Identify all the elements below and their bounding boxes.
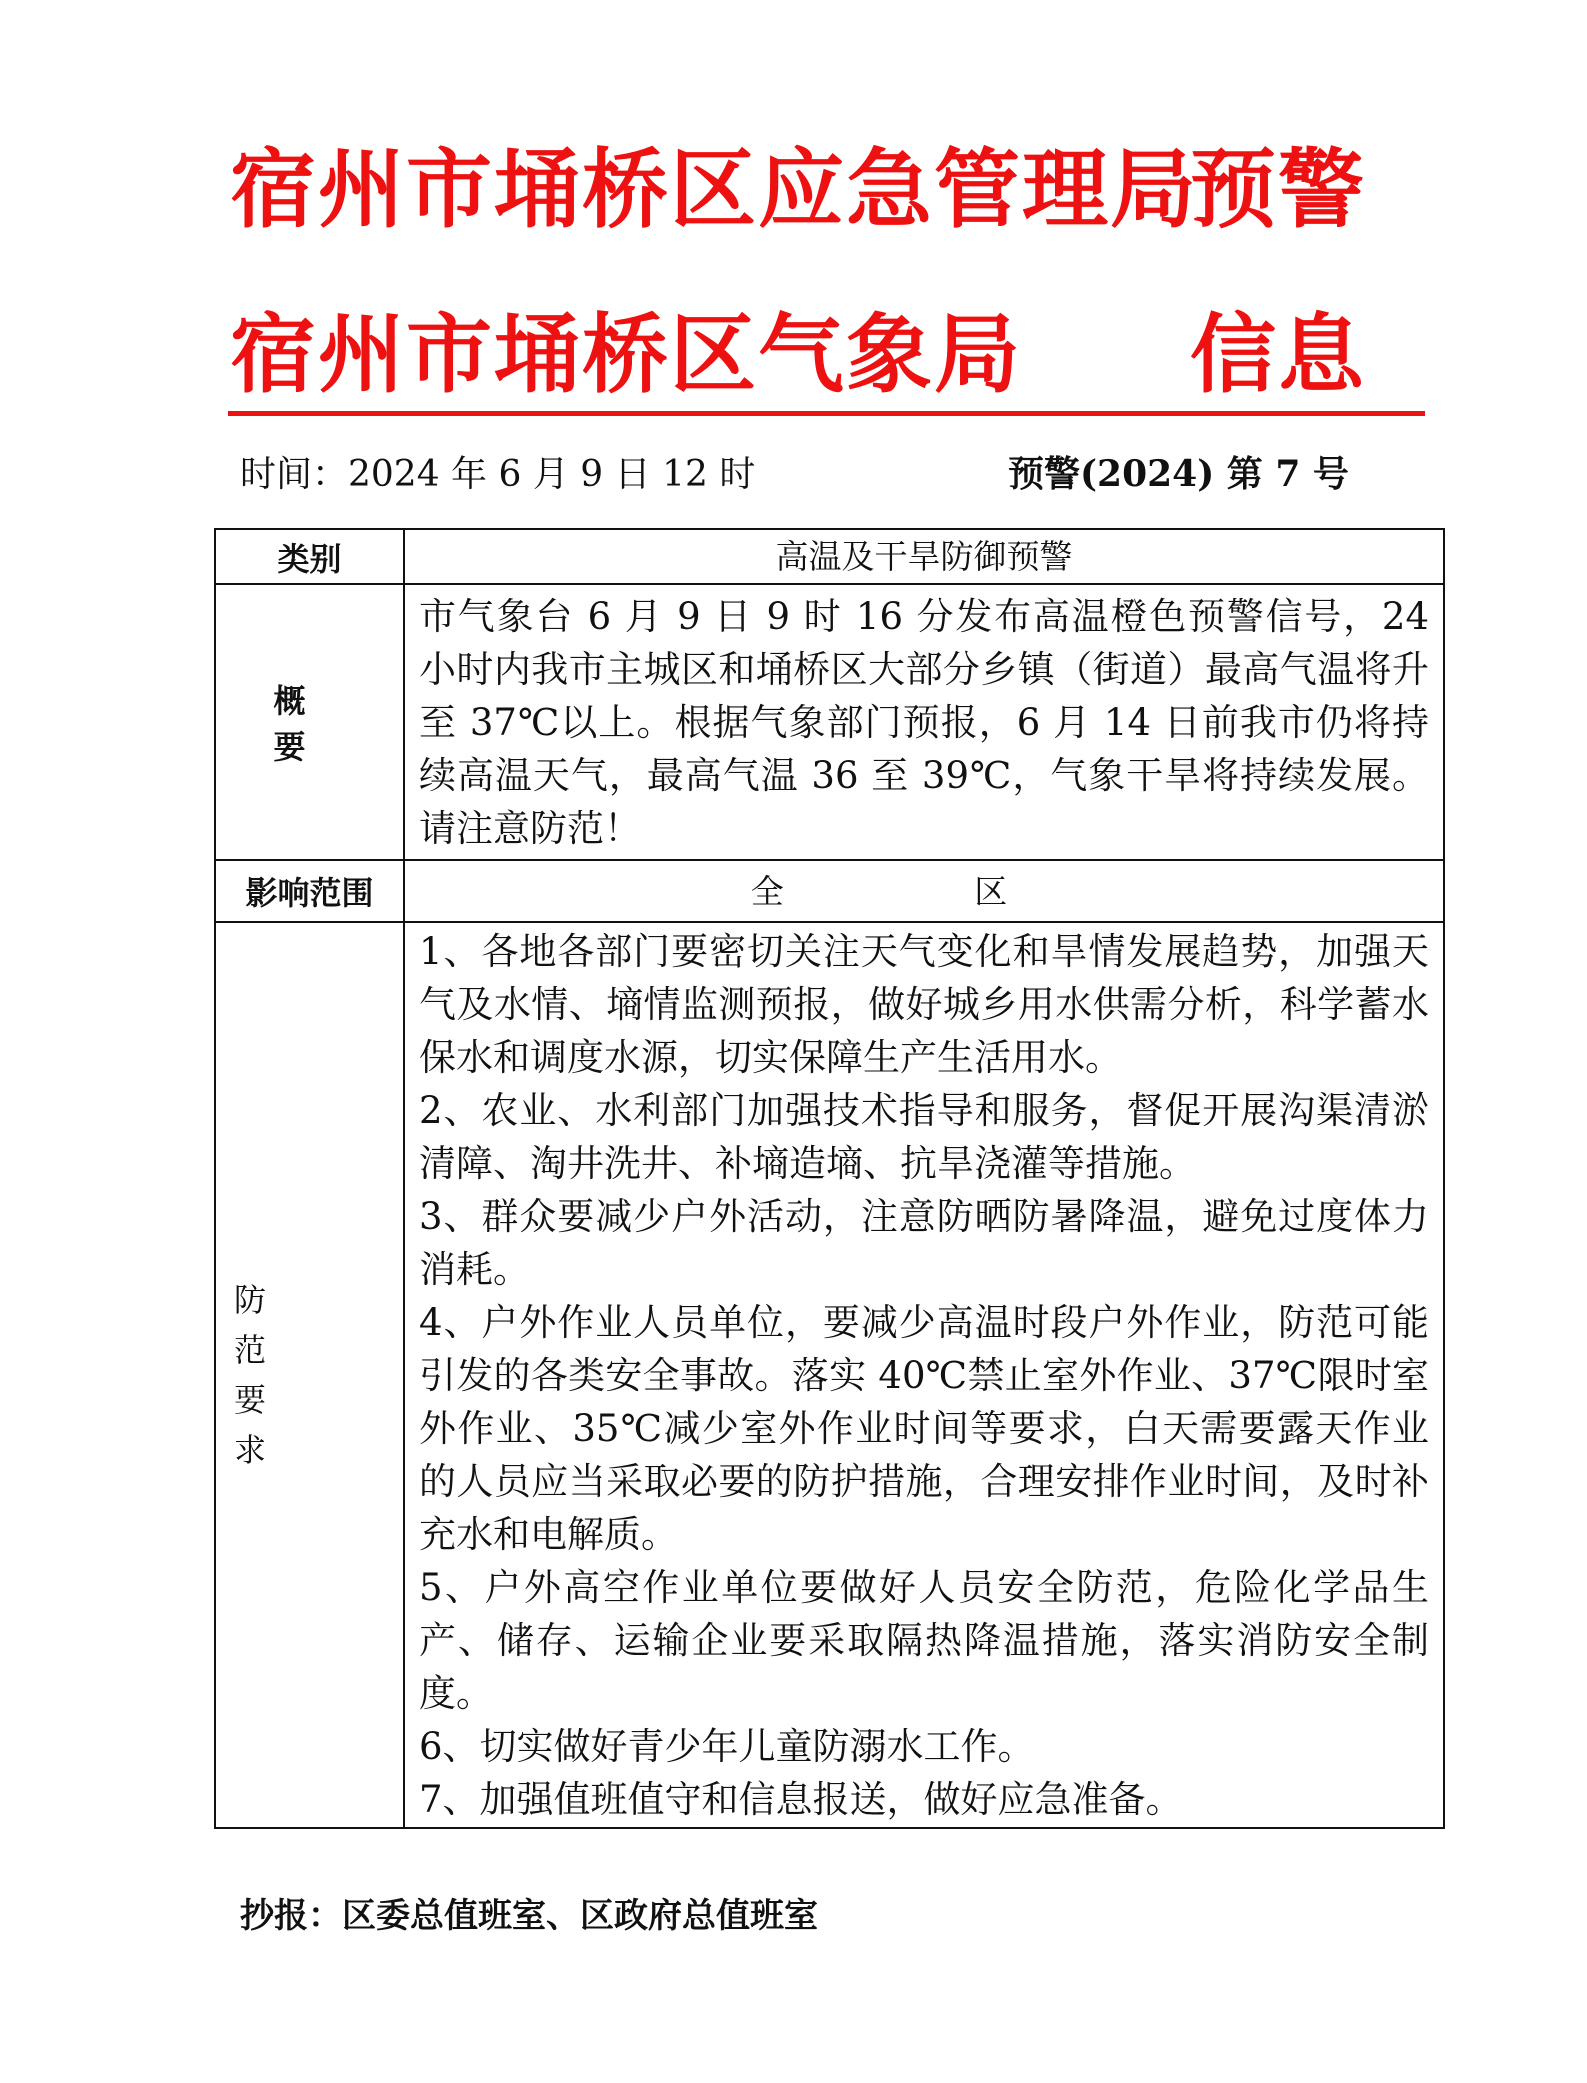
table-row-summary [215,584,1444,860]
requirements-label-line1: 防 范 [234,1281,307,1369]
category-value: 高温及干旱防御预警 [404,529,1444,584]
summary-text: 市气象台 6 月 9 日 9 时 16 分发布高温橙色预警信号，24 小时内我市主城区和埇桥区大部分乡镇（街道）最高气温将升至 37℃以上。根据气象部门预报，6 月 14 日前我市仍将持续高温天气，最高气温 36 至 39℃，气象干旱将持续发展。请注意防范！ [404,584,1444,860]
requirement-item: 4、户外作业人员单位，要减少高温时段户外作业，防范可能引发的各类安全事故。落实 40℃禁止室外作业、37℃限时室外作业、35℃减少室外作业时间等要求，白天需要露天作业的人员应当采取必要的防护措施，合理安排作业时间，及时补充水和电解质。 [419,1300,1429,1556]
table-row-requirements [215,922,1444,1828]
issuer-emergency-bureau: 宿州市埇桥区应急管理局 [230,139,1198,240]
header-tag-info: 信息 [1190,304,1366,405]
requirements-label [215,922,404,1828]
issue-time: 时间：2024 年 6 月 9 日 12 时 [240,454,756,495]
requirements-label-line2: 要 求 [234,1381,307,1469]
requirements-list [404,922,1444,1828]
category-label: 类别 [215,529,404,584]
table-row-scope [215,860,1444,922]
summary-label: 概 要 [215,584,404,860]
table-row-category [215,529,1444,584]
requirement-item: 2、农业、水利部门加强技术指导和服务，督促开展沟渠清淤清障、淘井洗井、补墒造墒、抗旱浇灌等措施。 [419,1088,1429,1185]
scope-value: 全 区 [404,860,1444,922]
header-tag-warning: 预警 [1190,139,1366,240]
copy-to-line: 抄报：区委总值班室、区政府总值班室 [240,1896,818,1936]
requirement-item: 5、户外高空作业单位要做好人员安全防范，危险化学品生产、储存、运输企业要采取隔热降温措施，落实消防安全制度。 [419,1565,1429,1715]
requirement-item: 6、切实做好青少年儿童防溺水工作。 [419,1724,1035,1768]
scope-label: 影响范围 [215,860,404,922]
requirement-item: 3、群众要减少户外活动，注意防晒防暑降温，避免过度体力消耗。 [419,1194,1429,1291]
warning-table [214,528,1445,1829]
document-number: 预警(2024) 第 7 号 [1008,453,1349,495]
header-line-1 [230,140,1430,240]
header-line-2 [230,305,1430,405]
header-red-rule [228,411,1425,416]
requirement-item: 1、各地各部门要密切关注天气变化和旱情发展趋势，加强天气及水情、墒情监测预报，做好城乡用水供需分析，科学蓄水保水和调度水源，切实保障生产生活用水。 [419,929,1429,1079]
issuer-meteorological-bureau: 宿州市埇桥区气象局 [230,304,1022,405]
requirement-item: 7、加强值班值守和信息报送，做好应急准备。 [419,1777,1183,1821]
